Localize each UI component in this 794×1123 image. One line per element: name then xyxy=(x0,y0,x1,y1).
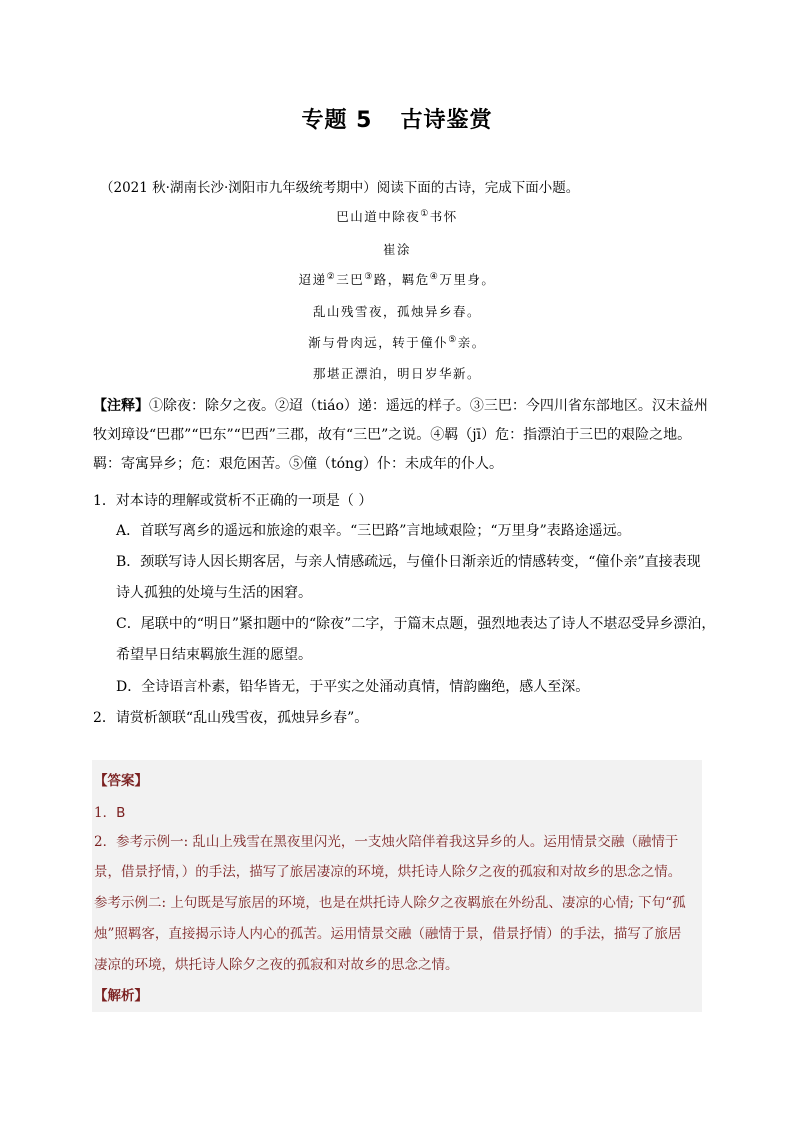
annotation-paragraph xyxy=(93,392,708,479)
option-d: D．全诗语言朴素，铅华皆无，于平实之处涌动真情，情韵幽绝，感人至深。 xyxy=(116,679,590,695)
poem-text: 渐与骨肉远，转于僮仆 xyxy=(308,335,449,350)
poem-text: 路，羁危 xyxy=(373,272,430,287)
poem-text: 亲。 xyxy=(457,335,486,350)
note-marker: ① xyxy=(420,208,430,219)
poem-title-text: 书怀 xyxy=(429,209,458,224)
poem-title-text: 巴山道中除夜 xyxy=(336,209,421,224)
option-b-line-1: B．颈联写诗人因长期客居，与亲人情感疏远，与僮仆日渐亲近的情感转变，“僮仆亲”直接表现 xyxy=(116,554,701,570)
answer-1 xyxy=(94,801,125,821)
annotation-text: ①除夜：除夕之夜。②迢（tiáo）递：遥远的样子。③三巴：今四川省东部地区。汉末益州牧刘璋设“巴郡”“巴东”“巴西”三郡，故有“三巴”之说。④羁（jī）危：指漂泊于三巴的艰险之地。羁：寄寓异乡；危：艰危困苦。⑤僮（tóng）仆：未成年的仆人。 xyxy=(93,398,708,472)
poem-line-3 xyxy=(0,333,794,351)
poem-text: 迢递 xyxy=(298,272,327,287)
answer-2-line-5: 凄凉的环境，烘托诗人除夕之夜的孤寂和对故乡的思念之情。 xyxy=(94,957,459,973)
option-b-line-2: 诗人孤独的处境与生活的困窘。 xyxy=(116,585,312,601)
poem-line-2: 乱山残雪夜，孤烛异乡春。 xyxy=(312,304,481,319)
answer-section xyxy=(92,760,702,1012)
note-marker: ④ xyxy=(429,271,440,282)
question-2-stem: 2．请赏析颔联“乱山残雪夜，孤烛异乡春”。 xyxy=(93,710,369,726)
answer-2-line-4: 烛”照羁客，直接揭示诗人内心的孤苦。运用情景交融（融情于景，借景抒情）的手法，描写了旅居 xyxy=(94,926,682,942)
note-marker: ⑤ xyxy=(448,334,458,345)
title-topic-number: 专题 5 xyxy=(301,108,373,133)
title-topic-name: 古诗鉴赏 xyxy=(400,108,493,133)
answer-2-line-3: 参考示例二: 上句既是写旅居的环境，也是在烘托诗人除夕之夜羁旅在外纷乱、凄凉的心情; 下句“孤 xyxy=(94,895,686,911)
annotation-label: 【注释】 xyxy=(93,398,149,414)
analysis-label: 【解析】 xyxy=(94,988,148,1004)
question-1-stem: 1．对本诗的理解或赏析不正确的一项是（ ） xyxy=(93,493,373,509)
poem-line-4: 那堪正漂泊，明日岁华新。 xyxy=(312,366,481,381)
answer-label: 【答案】 xyxy=(94,773,148,789)
question-intro: （2021 秋·湖南长沙·浏阳市九年级统考期中）阅读下面的古诗，完成下面小题。 xyxy=(100,180,580,196)
note-marker: ③ xyxy=(364,271,374,282)
poem-line-1 xyxy=(0,270,794,288)
option-c-line-2: 希望早日结束羁旅生涯的愿望。 xyxy=(116,647,312,663)
note-marker: ② xyxy=(326,271,337,282)
answer-1-value: B xyxy=(116,805,126,821)
answer-1-number: 1． xyxy=(94,805,117,821)
poem-author: 崔涂 xyxy=(382,242,411,257)
option-a: A．首联写离乡的遥远和旅途的艰辛。“三巴路”言地域艰险；“万里身”表路途遥远。 xyxy=(116,523,631,539)
page-title xyxy=(0,103,794,134)
poem-text: 万里身。 xyxy=(439,272,496,287)
poem-title xyxy=(0,207,794,225)
poem-text: 三巴 xyxy=(336,272,365,287)
answer-2-line-1: 2．参考示例一: 乱山上残雪在黑夜里闪光，一支烛火陪伴着我这异乡的人。运用情景交融（融情于 xyxy=(94,834,679,850)
option-c-line-1: C．尾联中的“明日”紧扣题中的“除夜”二字，于篇末点题，强烈地表达了诗人不堪忍受异乡漂泊， xyxy=(116,616,716,632)
answer-2-line-2: 景，借景抒情，）的手法，描写了旅居凄凉的环境，烘托诗人除夕之夜的孤寂和对故乡的思念之情。 xyxy=(94,864,682,880)
